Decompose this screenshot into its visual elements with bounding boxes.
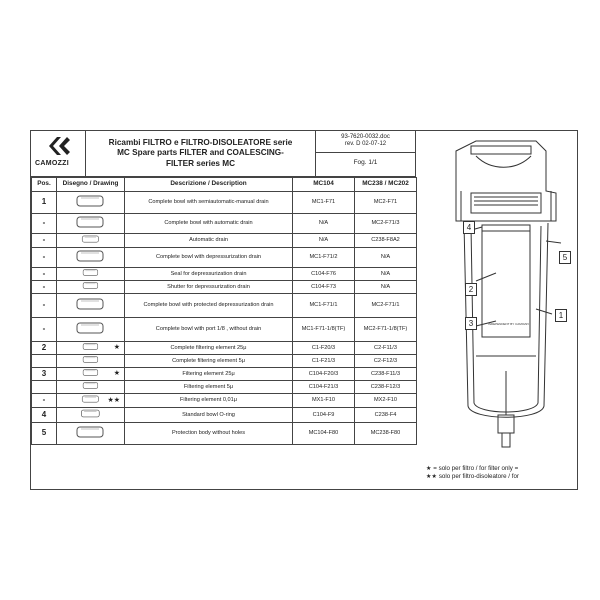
title-line-2: MC Spare parts FILTER and COALESCING- — [117, 148, 284, 158]
code-mc238: MC2-F71/1 — [355, 294, 417, 318]
part-description: Filtering element 5μ — [125, 381, 293, 394]
part-drawing-icon — [57, 423, 125, 445]
table-row — [32, 268, 417, 281]
element-text: INDEPENDENT BY CAMOZZI — [488, 322, 529, 326]
callout-4: 4 — [463, 221, 475, 234]
part-position — [32, 355, 57, 368]
part-drawing-icon — [57, 394, 125, 408]
filter-drawing-icon — [416, 131, 579, 461]
part-position: - — [32, 248, 57, 268]
sheet-number: Fog. 1/1 — [353, 159, 378, 166]
part-drawing-icon — [57, 368, 125, 381]
part-position — [32, 381, 57, 394]
code-mc104: C104-F73 — [293, 281, 355, 294]
part-description: Seal for depressurization drain — [125, 268, 293, 281]
code-mc104: MC104-F80 — [293, 423, 355, 445]
code-mc238: MC2-F71-1/8(TF) — [355, 318, 417, 342]
part-drawing-icon — [57, 234, 125, 248]
table-row — [32, 368, 417, 381]
col-header-mc238: MC238 / MC202 — [355, 178, 417, 192]
code-mc238: C238-F8A2 — [355, 234, 417, 248]
legend-coalescing-only: ★★ solo per filtro-disoleatore / for — [426, 473, 519, 480]
part-description: Complete filtering element 25μ — [125, 342, 293, 355]
part-description: Shutter for depressurization drain — [125, 281, 293, 294]
part-position: - — [32, 234, 57, 248]
document-title — [86, 131, 316, 177]
part-description: Complete filtering element 5μ — [125, 355, 293, 368]
part-position: - — [32, 394, 57, 408]
code-mc104: MC1-F71/1 — [293, 294, 355, 318]
code-mc238: MC238-F80 — [355, 423, 417, 445]
part-drawing-icon — [57, 268, 125, 281]
part-description: Standard bowl O-ring — [125, 408, 293, 423]
title-line-3: FILTER series MC — [165, 158, 235, 168]
callout-3: 3 — [465, 317, 477, 330]
code-mc104: MX1-F10 — [293, 394, 355, 408]
doc-revision: rev. D 02-07-12 — [344, 141, 387, 147]
col-header-drawing: Disegno / Drawing — [57, 178, 125, 192]
logo-cell — [31, 131, 86, 177]
part-position: - — [32, 214, 57, 234]
part-drawing-icon — [57, 342, 125, 355]
code-mc238: MC2-F71/3 — [355, 214, 417, 234]
part-position: - — [32, 294, 57, 318]
filter-only-star-icon: ★★ — [107, 396, 120, 404]
table-row — [32, 214, 417, 234]
table-row — [32, 318, 417, 342]
part-drawing-icon — [57, 192, 125, 214]
code-mc104: MC1-F71/2 — [293, 248, 355, 268]
part-description: Complete bowl with automatic drain — [125, 214, 293, 234]
col-header-pos: Pos. — [32, 178, 57, 192]
table-row — [32, 192, 417, 214]
code-mc104: C104-F76 — [293, 268, 355, 281]
part-description: Automatic drain — [125, 234, 293, 248]
table-row — [32, 394, 417, 408]
part-description: Complete bowl with protected depressurization drain — [125, 294, 293, 318]
document-info — [316, 131, 416, 177]
table-row — [32, 248, 417, 268]
code-mc238: MX2-F10 — [355, 394, 417, 408]
part-description: Complete bowl with semiautomatic-manual drain — [125, 192, 293, 214]
code-mc104: C104-F9 — [293, 408, 355, 423]
part-position: - — [32, 281, 57, 294]
sheet-header — [31, 131, 416, 177]
code-mc104: C104-F20/3 — [293, 368, 355, 381]
code-mc104: MC1-F71-1/8(TF) — [293, 318, 355, 342]
title-line-1: Ricambi FILTRO e FILTRO-DISOLEATORE serie — [108, 137, 293, 147]
part-drawing-icon — [57, 355, 125, 368]
filter-only-star-icon: ★ — [113, 369, 120, 377]
callout-1: 1 — [555, 309, 567, 322]
part-drawing-icon — [57, 408, 125, 423]
filter-cross-section-diagram — [416, 131, 579, 489]
table-row — [32, 234, 417, 248]
part-drawing-icon — [57, 318, 125, 342]
code-mc238: MC2-F71 — [355, 192, 417, 214]
table-row — [32, 355, 417, 368]
code-mc238: C2-F11/3 — [355, 342, 417, 355]
part-position: 2 — [32, 342, 57, 355]
part-description: Complete bowl with depressurization drain — [125, 248, 293, 268]
part-drawing-icon — [57, 214, 125, 234]
code-mc104: C1-F20/3 — [293, 342, 355, 355]
brand-name: CAMOZZI — [35, 160, 69, 167]
part-description: Protection body without holes — [125, 423, 293, 445]
part-drawing-icon — [57, 294, 125, 318]
table-row — [32, 342, 417, 355]
code-mc238: C238-F11/3 — [355, 368, 417, 381]
camozzi-logo-icon — [45, 135, 71, 161]
filter-only-star-icon: ★ — [113, 343, 120, 351]
part-description: Filtering element 25μ — [125, 368, 293, 381]
code-mc104: N/A — [293, 234, 355, 248]
doc-number: 93-7620-0032.doc — [341, 134, 390, 140]
code-mc104: C104-F21/3 — [293, 381, 355, 394]
code-mc238: N/A — [355, 248, 417, 268]
code-mc238: C238-F4 — [355, 408, 417, 423]
table-row — [32, 408, 417, 423]
part-drawing-icon — [57, 248, 125, 268]
legend-filter-only: ★ = solo per filtro / for filter only = — [426, 465, 519, 472]
part-position: 4 — [32, 408, 57, 423]
part-position: - — [32, 318, 57, 342]
spare-parts-sheet — [30, 130, 578, 490]
table-header-row — [32, 178, 417, 192]
code-mc238: C238-F12/3 — [355, 381, 417, 394]
part-position: 3 — [32, 368, 57, 381]
table-row — [32, 294, 417, 318]
part-position: - — [32, 268, 57, 281]
code-mc104: C1-F21/3 — [293, 355, 355, 368]
table-row — [32, 423, 417, 445]
col-header-description: Descrizione / Description — [125, 178, 293, 192]
spare-parts-table — [31, 177, 417, 445]
code-mc104: MC1-F71 — [293, 192, 355, 214]
table-row — [32, 381, 417, 394]
code-mc238: N/A — [355, 281, 417, 294]
part-drawing-icon — [57, 381, 125, 394]
code-mc238: N/A — [355, 268, 417, 281]
part-position: 1 — [32, 192, 57, 214]
part-drawing-icon — [57, 281, 125, 294]
col-header-mc104: MC104 — [293, 178, 355, 192]
part-position: 5 — [32, 423, 57, 445]
code-mc238: C2-F12/3 — [355, 355, 417, 368]
part-description: Filtering element 0,01μ — [125, 394, 293, 408]
callout-5: 5 — [559, 251, 571, 264]
legend — [426, 465, 519, 481]
code-mc104: N/A — [293, 214, 355, 234]
table-row — [32, 281, 417, 294]
part-description: Complete bowl with port 1/8 , without drain — [125, 318, 293, 342]
callout-2: 2 — [465, 283, 477, 296]
